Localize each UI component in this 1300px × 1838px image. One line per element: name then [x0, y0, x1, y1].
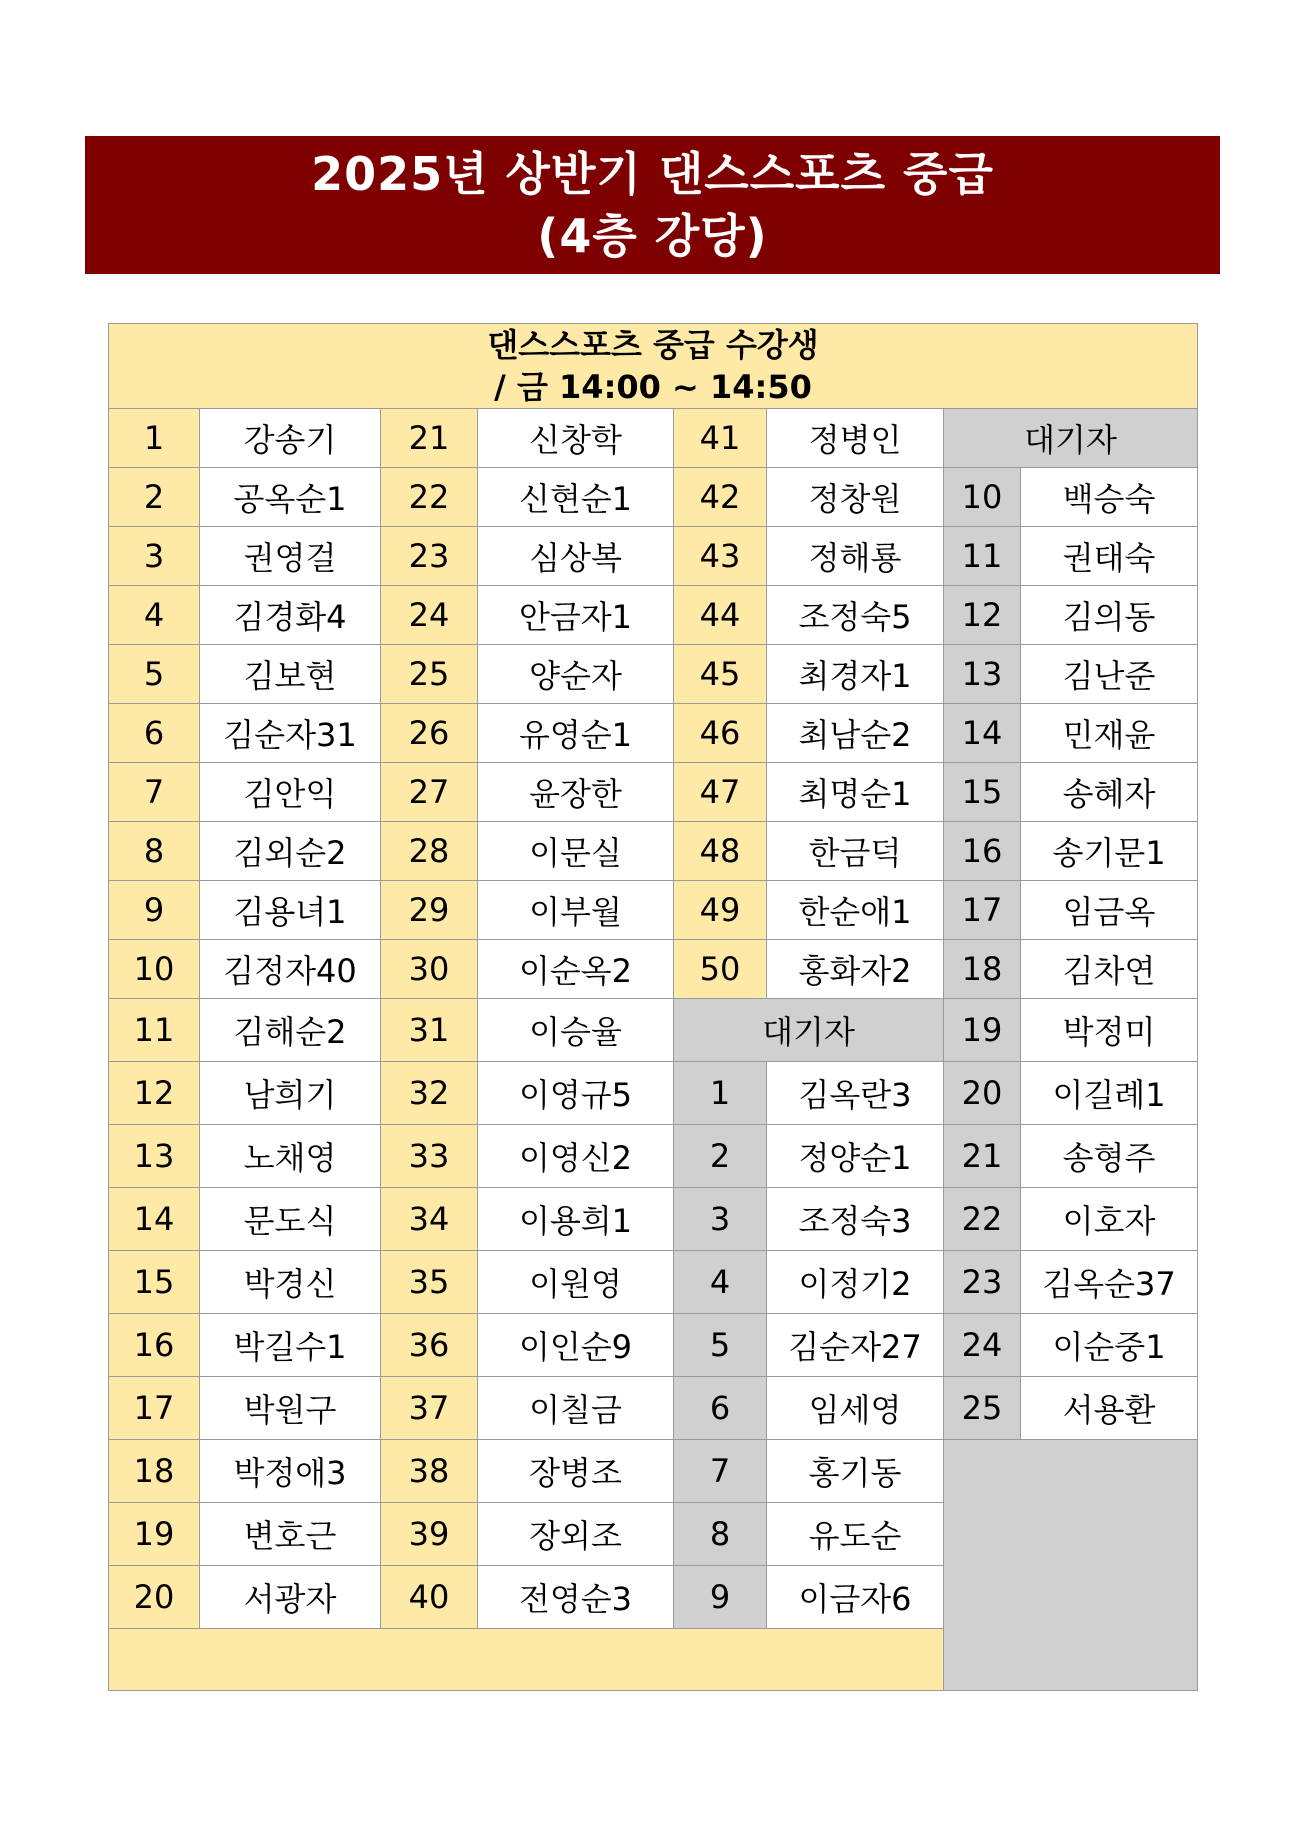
student-name: 김옥순37	[1021, 1251, 1198, 1314]
row-number: 28	[381, 822, 478, 881]
header-schedule: / 금 14:00 ~ 14:50	[494, 368, 812, 406]
row-number: 20	[944, 1062, 1021, 1125]
row-number: 9	[674, 1566, 767, 1629]
row-number: 11	[944, 527, 1021, 586]
student-name: 이원영	[478, 1251, 674, 1314]
student-name: 송혜자	[1021, 763, 1198, 822]
row-number: 33	[381, 1125, 478, 1188]
student-name: 이칠금	[478, 1377, 674, 1440]
header-title: 댄스스포츠 중급 수강생	[487, 326, 819, 364]
row-number: 25	[381, 645, 478, 704]
student-name: 이길례1	[1021, 1062, 1198, 1125]
row-number: 24	[944, 1314, 1021, 1377]
student-name: 이영신2	[478, 1125, 674, 1188]
row-number: 48	[674, 822, 767, 881]
row-number: 40	[381, 1566, 478, 1629]
row-number: 2	[674, 1125, 767, 1188]
table-row	[109, 1251, 1198, 1314]
row-number: 32	[381, 1062, 478, 1125]
student-name: 정병인	[767, 409, 944, 468]
row-number: 22	[381, 468, 478, 527]
student-name: 양순자	[478, 645, 674, 704]
row-number: 1	[674, 1062, 767, 1125]
row-number: 49	[674, 881, 767, 940]
student-name: 박정미	[1021, 999, 1198, 1062]
row-number: 7	[674, 1440, 767, 1503]
student-name: 안금자1	[478, 586, 674, 645]
student-name: 권영걸	[200, 527, 381, 586]
table-row	[109, 822, 1198, 881]
row-number: 2	[109, 468, 200, 527]
row-number: 7	[109, 763, 200, 822]
table-row	[109, 704, 1198, 763]
row-number: 20	[109, 1566, 200, 1629]
table-row	[109, 1188, 1198, 1251]
row-number: 16	[109, 1314, 200, 1377]
table-row	[109, 999, 1198, 1062]
student-name: 이승율	[478, 999, 674, 1062]
row-number: 17	[944, 881, 1021, 940]
row-number: 35	[381, 1251, 478, 1314]
student-name: 권태숙	[1021, 527, 1198, 586]
title-banner	[85, 136, 1220, 274]
student-name: 최명순1	[767, 763, 944, 822]
table-row	[109, 1440, 1198, 1503]
student-name: 조정숙3	[767, 1188, 944, 1251]
student-name: 김난준	[1021, 645, 1198, 704]
student-name: 정창원	[767, 468, 944, 527]
table-row	[109, 940, 1198, 999]
student-name: 김안익	[200, 763, 381, 822]
student-name: 홍화자2	[767, 940, 944, 999]
title-line-2: (4층 강당)	[537, 209, 768, 263]
student-name: 공옥순1	[200, 468, 381, 527]
row-number: 44	[674, 586, 767, 645]
header-row	[109, 324, 1198, 409]
row-number: 31	[381, 999, 478, 1062]
row-number: 11	[109, 999, 200, 1062]
table-row	[109, 645, 1198, 704]
student-name: 유도순	[767, 1503, 944, 1566]
student-name: 정해룡	[767, 527, 944, 586]
student-name: 박경신	[200, 1251, 381, 1314]
row-number: 19	[944, 999, 1021, 1062]
row-number: 21	[944, 1125, 1021, 1188]
student-name: 남희기	[200, 1062, 381, 1125]
student-name: 전영순3	[478, 1566, 674, 1629]
student-name: 김경화4	[200, 586, 381, 645]
row-number: 9	[109, 881, 200, 940]
student-name: 송형주	[1021, 1125, 1198, 1188]
row-number: 14	[109, 1188, 200, 1251]
student-name: 최남순2	[767, 704, 944, 763]
student-name: 문도식	[200, 1188, 381, 1251]
student-name: 신현순1	[478, 468, 674, 527]
row-number: 17	[109, 1377, 200, 1440]
row-number: 47	[674, 763, 767, 822]
student-name: 한금덕	[767, 822, 944, 881]
row-number: 19	[109, 1503, 200, 1566]
row-number: 8	[674, 1503, 767, 1566]
table-row	[109, 527, 1198, 586]
student-name: 이영규5	[478, 1062, 674, 1125]
row-number: 6	[674, 1377, 767, 1440]
table-row	[109, 1314, 1198, 1377]
student-name: 신창학	[478, 409, 674, 468]
row-number: 12	[109, 1062, 200, 1125]
student-name: 김정자40	[200, 940, 381, 999]
row-number: 41	[674, 409, 767, 468]
table-row	[109, 468, 1198, 527]
row-number: 13	[109, 1125, 200, 1188]
student-name: 변호근	[200, 1503, 381, 1566]
student-name: 정양순1	[767, 1125, 944, 1188]
row-number: 6	[109, 704, 200, 763]
student-name: 장외조	[478, 1503, 674, 1566]
student-name: 이문실	[478, 822, 674, 881]
row-number: 5	[109, 645, 200, 704]
student-name: 김외순2	[200, 822, 381, 881]
table-row	[109, 409, 1198, 468]
student-name: 김옥란3	[767, 1062, 944, 1125]
student-name: 이용희1	[478, 1188, 674, 1251]
empty-footer	[109, 1629, 944, 1691]
row-number: 16	[944, 822, 1021, 881]
student-name: 이부월	[478, 881, 674, 940]
table-row	[109, 1377, 1198, 1440]
student-name: 한순애1	[767, 881, 944, 940]
row-number: 23	[944, 1251, 1021, 1314]
row-number: 38	[381, 1440, 478, 1503]
student-name: 유영순1	[478, 704, 674, 763]
student-name: 홍기동	[767, 1440, 944, 1503]
student-name: 윤장한	[478, 763, 674, 822]
row-number: 5	[674, 1314, 767, 1377]
student-name: 서광자	[200, 1566, 381, 1629]
table-row	[109, 1125, 1198, 1188]
title-line-1: 2025년 상반기 댄스스포츠 중급	[311, 147, 994, 201]
row-number: 3	[109, 527, 200, 586]
row-number: 46	[674, 704, 767, 763]
table-row	[109, 763, 1198, 822]
table-header	[109, 324, 1198, 409]
student-name: 김의동	[1021, 586, 1198, 645]
row-number: 34	[381, 1188, 478, 1251]
row-number: 4	[109, 586, 200, 645]
row-number: 15	[109, 1251, 200, 1314]
row-number: 37	[381, 1377, 478, 1440]
row-number: 18	[109, 1440, 200, 1503]
table-row	[109, 1062, 1198, 1125]
row-number: 4	[674, 1251, 767, 1314]
student-name: 이인순9	[478, 1314, 674, 1377]
row-number: 25	[944, 1377, 1021, 1440]
row-number: 43	[674, 527, 767, 586]
student-name: 송기문1	[1021, 822, 1198, 881]
student-name: 장병조	[478, 1440, 674, 1503]
student-name: 백승숙	[1021, 468, 1198, 527]
student-name: 이금자6	[767, 1566, 944, 1629]
row-number: 15	[944, 763, 1021, 822]
row-number: 13	[944, 645, 1021, 704]
student-name: 이순옥2	[478, 940, 674, 999]
table-row	[109, 881, 1198, 940]
student-name: 임세영	[767, 1377, 944, 1440]
row-number: 45	[674, 645, 767, 704]
row-number: 18	[944, 940, 1021, 999]
row-number: 50	[674, 940, 767, 999]
row-number: 3	[674, 1188, 767, 1251]
student-name: 김순자31	[200, 704, 381, 763]
row-number: 42	[674, 468, 767, 527]
row-number: 10	[109, 940, 200, 999]
row-number: 23	[381, 527, 478, 586]
row-number: 26	[381, 704, 478, 763]
student-name: 서용환	[1021, 1377, 1198, 1440]
student-name: 최경자1	[767, 645, 944, 704]
student-name: 김차연	[1021, 940, 1198, 999]
row-number: 30	[381, 940, 478, 999]
student-name: 박정애3	[200, 1440, 381, 1503]
row-number: 10	[944, 468, 1021, 527]
row-number: 36	[381, 1314, 478, 1377]
student-name: 강송기	[200, 409, 381, 468]
student-name: 노채영	[200, 1125, 381, 1188]
student-name: 이순중1	[1021, 1314, 1198, 1377]
row-number: 22	[944, 1188, 1021, 1251]
row-number: 8	[109, 822, 200, 881]
row-number: 12	[944, 586, 1021, 645]
row-number: 27	[381, 763, 478, 822]
student-name: 이정기2	[767, 1251, 944, 1314]
roster-table	[108, 323, 1198, 1691]
student-name: 이호자	[1021, 1188, 1198, 1251]
student-name: 심상복	[478, 527, 674, 586]
waitlist-header: 대기자	[944, 409, 1198, 468]
row-number: 24	[381, 586, 478, 645]
student-name: 박길수1	[200, 1314, 381, 1377]
table-row	[109, 586, 1198, 645]
student-name: 김순자27	[767, 1314, 944, 1377]
empty-block	[944, 1440, 1198, 1691]
row-number: 1	[109, 409, 200, 468]
row-number: 39	[381, 1503, 478, 1566]
student-name: 박원구	[200, 1377, 381, 1440]
student-name: 민재윤	[1021, 704, 1198, 763]
student-name: 김용녀1	[200, 881, 381, 940]
row-number: 29	[381, 881, 478, 940]
row-number: 21	[381, 409, 478, 468]
student-name: 임금옥	[1021, 881, 1198, 940]
student-name: 김보현	[200, 645, 381, 704]
student-name: 조정숙5	[767, 586, 944, 645]
row-number: 14	[944, 704, 1021, 763]
student-name: 김해순2	[200, 999, 381, 1062]
waitlist-header: 대기자	[674, 999, 944, 1062]
